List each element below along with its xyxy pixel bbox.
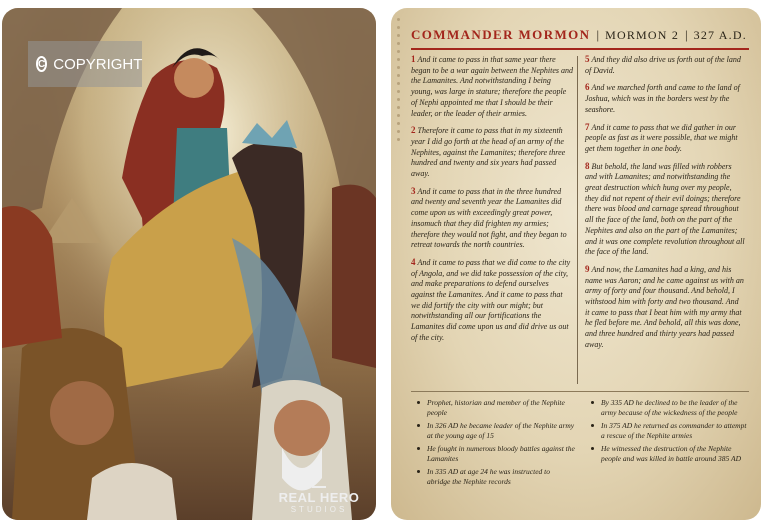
crest-icon [312,478,326,488]
verse-number: 8 [585,160,590,171]
scripture-reference: MORMON 2 [605,27,680,42]
studio-logo [264,478,374,514]
verse-number: 1 [411,54,416,64]
verse [585,161,745,258]
verse [585,82,745,115]
verse [585,122,745,155]
header-separator-2: | [685,27,688,42]
verse-text: And it came to pass that in the three hundred and twenty and seventh year the Lamanites did come upon us with exceedingly great power, insomuch that they did frighten my armies; therefore they would not fight, and they began to retreat towards the north countries. [411,186,567,250]
verse-number: 5 [585,54,590,64]
verse-number: 9 [585,263,590,274]
verses-column-right [585,54,745,357]
text-card [391,8,761,520]
verse-text: Therefore it came to pass that in my sixteenth year I did go forth at the head of an army of the Nephites, against the Lamanites; therefore three hundred and twenty and six years had passed away. [411,126,566,179]
decorative-dots [395,18,403,146]
brand-line-1: REAL HERO [278,490,360,505]
card-header [411,24,751,46]
verse-text: And it came to pass that we did gather in our people as fast as it were possible, that we might get them together in one body. [585,122,738,153]
fact-item: In 335 AD at age 24 he was instructed to abridge the Nephite records [415,467,575,486]
brand-line-2: STUDIOS [290,505,348,514]
verse-number: 7 [585,121,590,132]
copyright-label: COPYRIGHT [53,55,143,73]
fact-item: In 326 AD he became leader of the Nephite army at the young age of 15 [415,421,575,440]
character-name: COMMANDER MORMON [411,27,591,42]
header-divider [411,48,749,50]
verse-number: 4 [411,256,416,267]
verse-text: And it came to pass in that same year there began to be a war again between the Nephites and the Lamanites. And notwithstanding I being young, was large in stature; therefore the people of Nephi appointed me that I should be their leader, or the leader of their armies. [411,55,573,118]
verse-text: And they did also drive us forth out of the land of David. [585,55,741,75]
verse-text: But behold, the land was filled with robbers and with Lamanites; and notwithstanding the great destruction which hung over my people, they did not repent of their evil doings; therefore there was blood and carnage spread throughout all the face of the land, both on the part of the Nephites and also on the part of the Lamanites; and it was one complete revolution throughout all the face of the land. [585,161,745,257]
verse [411,54,573,119]
verse-number: 6 [585,82,590,93]
fact-item: He witnessed the destruction of the Nephite people and was killed in battle around 385 AD [589,444,747,463]
verses-column-left [411,54,573,350]
fact-item: By 335 AD he declined to be the leader of the army because of the wickedness of the people [589,398,747,417]
verse [585,264,745,351]
verse-text: And we marched forth and came to the land of Joshua, which was in the borders west by the seashore. [585,83,740,114]
facts-divider [411,391,749,392]
fact-item: Prophet, historian and member of the Nephite people [415,398,575,417]
verse-text: And now, the Lamanites had a king, and his name was Aaron; and he came against us with an army of forty and four thousand. And behold, I withstood him with forty and two thousand. And it came to pass that I beat him with my army that he fled before me. And behold, all this was done, and three hundred and thirty years had passed away. [585,264,744,349]
column-divider [577,56,578,384]
verse-text: And it came to pass that we did come to the city of Angola, and we did take possession of the city, and make preparations to defend ourselves against the Lamanites. And it came to pass that we did fortify the city with our might; but notwithstanding all our fortifications the Lamanites did come upon us and did drive us out of the city. [411,257,571,342]
verse-number: 3 [411,185,416,196]
fact-item: In 375 AD he returned as commander to attempt a rescue of the Nephite armies [589,421,747,440]
illustration-card [2,8,376,520]
header-separator-1: | [596,27,600,42]
facts-list-left [415,398,575,490]
facts-list-right [589,398,747,467]
verse [411,257,573,344]
verse-number: 2 [411,125,416,136]
year-label: 327 A.D. [693,27,747,42]
verse [411,125,573,180]
verse [585,54,745,76]
verse [411,186,573,251]
fact-item: He fought in numerous bloody battles against the Lamanites [415,444,575,463]
copyright-watermark [28,41,142,87]
copyright-icon: C [36,56,47,72]
